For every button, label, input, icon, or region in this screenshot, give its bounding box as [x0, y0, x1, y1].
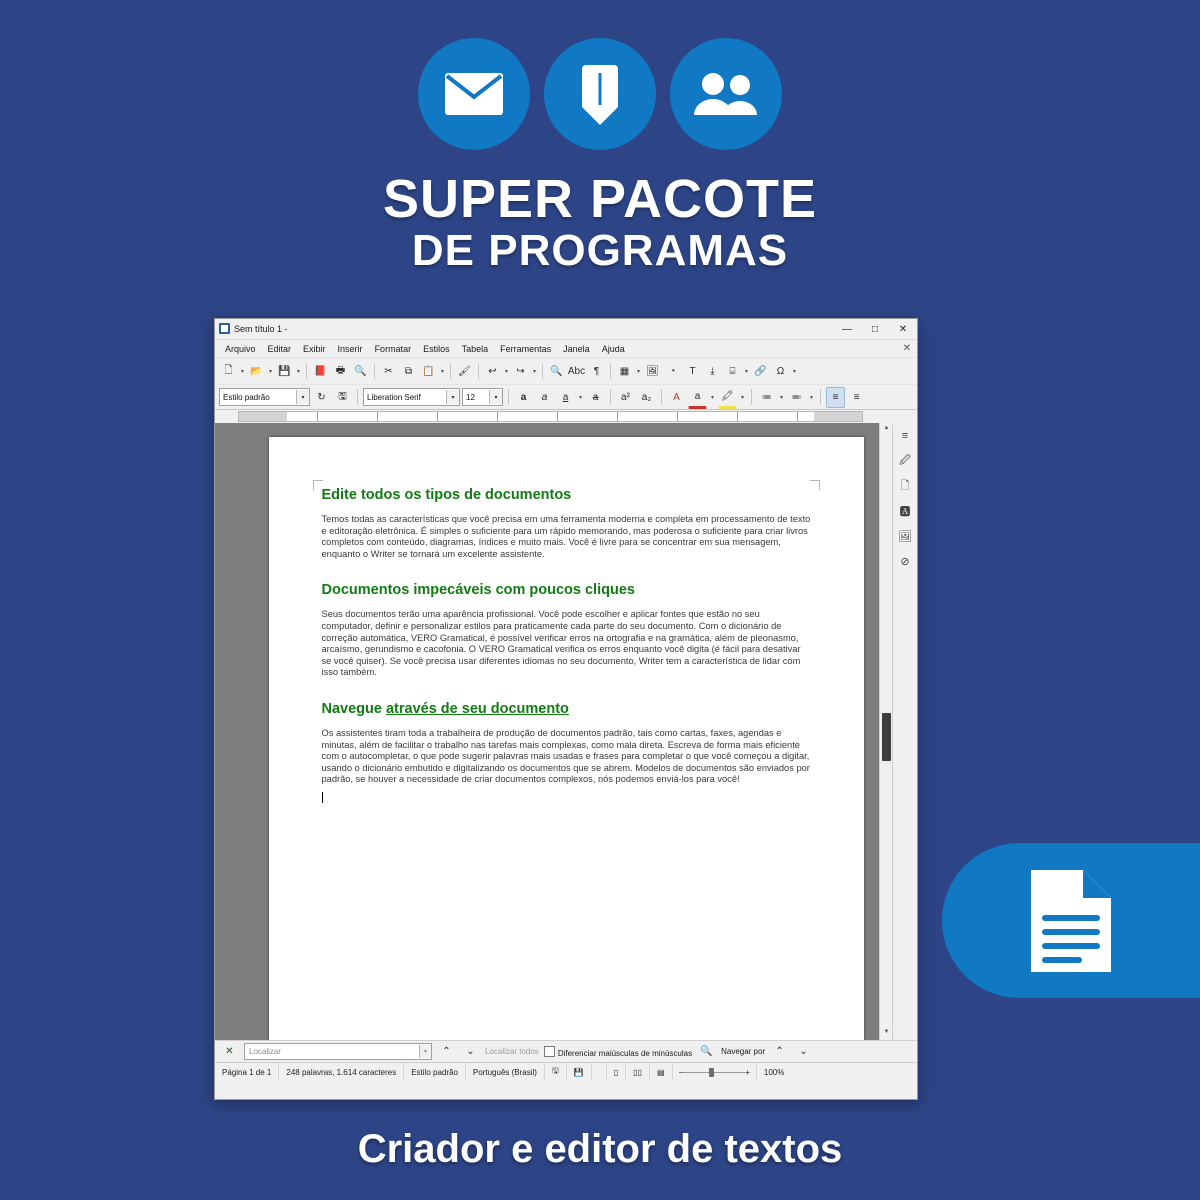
menu-item-janela[interactable]: Janela: [563, 343, 590, 354]
formatbar-separator: [661, 389, 662, 405]
zoom-out-button[interactable]: −: [678, 1067, 684, 1077]
sidebar-deck: [892, 423, 917, 1040]
underline-icon[interactable]: a: [562, 391, 569, 403]
insert-table-icon[interactable]: ▦: [619, 365, 630, 377]
menu-item-exibir[interactable]: Exibir: [303, 343, 326, 354]
menu-item-estilos[interactable]: Estilos: [423, 343, 450, 354]
toolbar-separator: [450, 363, 451, 379]
document-badge: [942, 843, 1200, 998]
status-selection-mode-icon[interactable]: 🖫: [545, 1063, 567, 1081]
scroll-down-icon[interactable]: ▼: [883, 1029, 890, 1035]
find-history-dropdown-icon[interactable]: ▾: [419, 1045, 431, 1058]
menu-bar: [215, 340, 917, 358]
promo-footer-caption: Criador e editor de textos: [357, 1127, 843, 1171]
users-icon-circle: [670, 38, 782, 150]
envelope-icon-circle: [418, 38, 530, 150]
font-name-dropdown-icon[interactable]: ▾: [446, 390, 459, 404]
document-paragraph-2: Seus documentos terão uma aparência profissional. Você pode escolher e aplicar fontes que estão no seu computador, definir e personalizar estilos para praticamente cada parte do seu documento. Com o dicionário de correção automática, VERO Gramatical, é possível verificar erros na ortografia e na gramática, além de pleonasmo, arcaísmo, gerundismo e cacofonia. O VERO Gramatical verifica os erros enquanto você digita (é fácil para desativar se você quiser). Se você precisa usar diferentes idiomas no seu documento, Writer tem a característica de lidar com isso também.: [321, 609, 801, 678]
paragraph-style-value: Estilo padrão: [223, 392, 270, 402]
strikethrough-icon[interactable]: a: [592, 391, 599, 403]
find-toolbar: [215, 1040, 917, 1062]
insert-hyperlink-icon[interactable]: 🔗: [754, 365, 767, 377]
status-save-icon[interactable]: 💾: [567, 1063, 592, 1081]
document-page[interactable]: [269, 437, 864, 1040]
align-center-icon[interactable]: ≡: [853, 391, 860, 403]
match-case-box[interactable]: [544, 1046, 555, 1057]
toolbar-separator: [478, 363, 479, 379]
document-heading-3-plain: Navegue: [321, 700, 386, 717]
find-input-placeholder: Localizar: [249, 1047, 282, 1056]
status-view-multi-page-icon[interactable]: ▯▯: [626, 1063, 650, 1081]
paragraph-style-combo[interactable]: [219, 388, 310, 406]
insert-field-icon[interactable]: ⌸: [729, 365, 736, 377]
match-case-checkbox[interactable]: [544, 1046, 692, 1058]
document-heading-1: Edite todos os tipos de documentos: [321, 487, 572, 503]
navigate-next-icon[interactable]: ⌄: [799, 1046, 808, 1057]
status-language[interactable]: Português (Brasil): [466, 1063, 545, 1081]
zoom-track[interactable]: [683, 1072, 745, 1073]
toolbar-separator: [610, 363, 611, 379]
menu-item-tabela[interactable]: Tabela: [461, 343, 489, 354]
redo-dropdown-icon[interactable]: ▾: [532, 368, 536, 375]
formatbar-separator: [751, 389, 752, 405]
open-document-dropdown-icon[interactable]: ▾: [268, 368, 272, 375]
superscript-icon[interactable]: a²: [621, 391, 630, 403]
paste-icon[interactable]: 📋: [422, 365, 435, 377]
clear-formatting-icon[interactable]: A: [673, 391, 680, 403]
menu-item-inserir[interactable]: Inserir: [337, 343, 363, 354]
document-text-column[interactable]: [322, 487, 812, 803]
menu-item-formatar[interactable]: Formatar: [374, 343, 412, 354]
match-case-label: Diferenciar maiúsculas de minúsculas: [557, 1048, 693, 1058]
sidebar-page-icon[interactable]: 🗋: [900, 479, 910, 492]
scroll-up-icon[interactable]: ▲: [883, 425, 890, 431]
formatting-toolbar: [215, 385, 917, 410]
subscript-icon[interactable]: a₂: [641, 391, 652, 403]
formatbar-separator: [357, 389, 358, 405]
status-view-single-page-icon[interactable]: ▯: [607, 1063, 626, 1081]
toolbar-separator: [542, 363, 543, 379]
print-preview-icon[interactable]: 🔍: [354, 365, 367, 377]
font-size-dropdown-icon[interactable]: ▾: [489, 390, 502, 404]
font-name-value: Liberation Serif: [367, 392, 421, 402]
redo-icon[interactable]: ↪: [516, 365, 525, 377]
window-controls: [833, 320, 917, 339]
font-name-combo[interactable]: [363, 388, 460, 406]
navigate-previous-icon[interactable]: ⌃: [775, 1046, 784, 1057]
menu-item-arquivo[interactable]: Arquivo: [225, 343, 256, 354]
highlight-color-dropdown-icon[interactable]: ▾: [740, 394, 744, 401]
special-character-dropdown-icon[interactable]: ▾: [792, 368, 796, 375]
find-replace-icon[interactable]: 🔍: [550, 365, 563, 377]
sidebar-navigator-icon[interactable]: ⊘: [900, 555, 910, 568]
horizontal-ruler-row: [215, 410, 917, 423]
promo-title: SUPER PACOTE: [382, 169, 818, 229]
menu-item-editar[interactable]: Editar: [267, 343, 292, 354]
status-page-style[interactable]: Estilo padrão: [404, 1063, 466, 1081]
undo-dropdown-icon[interactable]: ▾: [504, 368, 508, 375]
highlight-color-icon[interactable]: 🖍: [718, 386, 737, 409]
horizontal-ruler[interactable]: [238, 411, 863, 422]
find-close-icon[interactable]: ✕: [225, 1046, 234, 1057]
document-area[interactable]: [215, 423, 917, 1040]
status-bar: [215, 1062, 917, 1081]
text-cursor: [322, 792, 323, 803]
status-signature[interactable]: [592, 1063, 607, 1081]
toolbar-separator: [306, 363, 307, 379]
formatting-marks-icon[interactable]: ¶: [593, 365, 600, 377]
find-all-label[interactable]: Localizar todos: [485, 1047, 539, 1056]
formatbar-separator: [508, 389, 509, 405]
sidebar-styles-icon[interactable]: 🅰: [899, 506, 911, 518]
numbered-list-icon[interactable]: ≕: [791, 391, 802, 403]
italic-icon[interactable]: a: [541, 391, 548, 403]
promo-icon-row: [0, 38, 1200, 150]
font-color-icon[interactable]: a: [688, 386, 707, 409]
minimize-button[interactable]: —: [842, 323, 852, 335]
insert-image-icon[interactable]: 🖼: [646, 365, 659, 377]
numbered-list-dropdown-icon[interactable]: ▾: [809, 394, 813, 401]
insert-chart-icon[interactable]: ◔: [669, 365, 676, 377]
writer-window: [214, 318, 918, 1100]
vertical-scrollbar-thumb[interactable]: [882, 713, 891, 761]
align-left-icon[interactable]: ≡: [826, 387, 845, 408]
document-heading-2: Documentos impecáveis com poucos cliques: [321, 582, 635, 599]
toolbar-separator: [374, 363, 375, 379]
standard-toolbar: [215, 358, 917, 385]
find-and-replace-icon[interactable]: 🔍: [700, 1046, 713, 1057]
menu-item-ferramentas[interactable]: Ferramentas: [500, 343, 552, 354]
find-next-icon[interactable]: ⌄: [466, 1046, 475, 1057]
navigate-by-label: Navegar por: [721, 1047, 766, 1056]
writer-app-icon: [219, 323, 230, 336]
underline-dropdown-icon[interactable]: ▾: [578, 394, 582, 401]
bullet-list-dropdown-icon[interactable]: ▾: [779, 394, 783, 401]
formatbar-separator: [610, 389, 611, 405]
cut-icon[interactable]: ✂: [384, 365, 393, 377]
close-document-icon[interactable]: ✕: [902, 343, 911, 354]
zoom-slider[interactable]: [673, 1063, 757, 1081]
sidebar-properties-icon[interactable]: 🖉: [899, 454, 911, 467]
insert-special-character-icon[interactable]: Ω: [776, 365, 785, 377]
status-page: Página 1 de 1: [215, 1063, 279, 1081]
font-color-dropdown-icon[interactable]: ▾: [710, 394, 714, 401]
new-style-icon[interactable]: 🖫: [338, 390, 347, 402]
spelling-icon[interactable]: Abc: [567, 365, 586, 377]
find-previous-icon[interactable]: ⌃: [442, 1046, 451, 1057]
close-button[interactable]: ✕: [898, 323, 908, 335]
document-heading-3-underlined: através de seu documento: [385, 700, 569, 717]
print-icon[interactable]: 🖶: [335, 364, 346, 376]
paragraph-style-dropdown-icon[interactable]: ▾: [296, 390, 309, 404]
export-pdf-icon[interactable]: 📕: [314, 365, 327, 377]
save-document-dropdown-icon[interactable]: ▾: [296, 368, 300, 375]
maximize-button[interactable]: □: [871, 323, 879, 335]
insert-page-break-icon[interactable]: ⤓: [710, 365, 715, 377]
copy-icon[interactable]: ⧉: [404, 365, 413, 377]
clone-formatting-icon[interactable]: 🖌: [458, 365, 471, 377]
pencil-icon-circle: [544, 38, 656, 150]
zoom-in-button[interactable]: +: [745, 1067, 750, 1077]
bold-icon[interactable]: a: [520, 391, 527, 403]
open-document-icon[interactable]: 📂: [250, 365, 263, 377]
document-paragraph-3: Os assistentes tiram toda a trabalheira de produção de documentos padrão, tais como cartas, faxes, agendas e minutas, além de facilitar o trabalho nas tarefas mais complexas, como mala direta. Escreva de forma mais eficiente com o autocompletar, o que pode sugerir palavras mais usadas e frases para completar o que você começou a digitar, usando o dicionário embutido e digitalizando os documentos que se abrem. Modelos de documentos são enviados por padrão, se houver a necessidade de criar documentos complexos, nós podemos enviá-los para você!: [321, 727, 810, 785]
window-title: Sem título 1 -: [234, 324, 288, 334]
font-size-combo[interactable]: [462, 388, 503, 406]
window-titlebar: [215, 319, 917, 340]
insert-field-dropdown-icon[interactable]: ▾: [744, 368, 748, 375]
status-word-count: 248 palavras, 1.614 caracteres: [279, 1063, 404, 1081]
document-heading-3: [322, 701, 812, 717]
sidebar-settings-icon[interactable]: ≡: [901, 430, 909, 442]
paste-dropdown-icon[interactable]: ▾: [440, 368, 444, 375]
font-size-value: 12: [466, 392, 475, 402]
promo-subtitle: DE PROGRAMAS: [411, 226, 789, 275]
find-input[interactable]: [244, 1043, 432, 1060]
zoom-level[interactable]: 100%: [763, 1067, 785, 1077]
bullet-list-icon[interactable]: ≔: [761, 391, 772, 403]
menu-item-ajuda[interactable]: Ajuda: [601, 343, 625, 354]
sidebar-gallery-icon[interactable]: 🖼: [898, 530, 912, 543]
insert-table-dropdown-icon[interactable]: ▾: [636, 368, 640, 375]
status-view-book-icon[interactable]: ▤: [650, 1063, 673, 1081]
vertical-scrollbar[interactable]: [879, 423, 893, 1040]
formatbar-separator: [820, 389, 821, 405]
document-paragraph-1: Temos todas as características que você precisa em uma ferramenta moderna e completa em processamento de texto e editoração eletrônica. É simples o suficiente para um rápido memorando, mas poderosa o suficiente para criar livros completos com conteúdo, diagramas, índices e muito mais. Você é livre para se concentrar em sua mensagem, enquanto o Writer se tornará um excelente assistente.: [321, 514, 811, 559]
document-icon: [1025, 866, 1117, 976]
insert-textbox-icon[interactable]: T: [689, 365, 696, 377]
new-document-icon[interactable]: 🗋: [224, 364, 233, 376]
undo-icon[interactable]: ↩: [488, 365, 497, 377]
new-document-dropdown-icon[interactable]: ▾: [240, 368, 244, 375]
update-style-icon[interactable]: ↻: [317, 391, 326, 403]
zoom-handle[interactable]: [709, 1068, 714, 1077]
save-document-icon[interactable]: 💾: [278, 365, 291, 377]
